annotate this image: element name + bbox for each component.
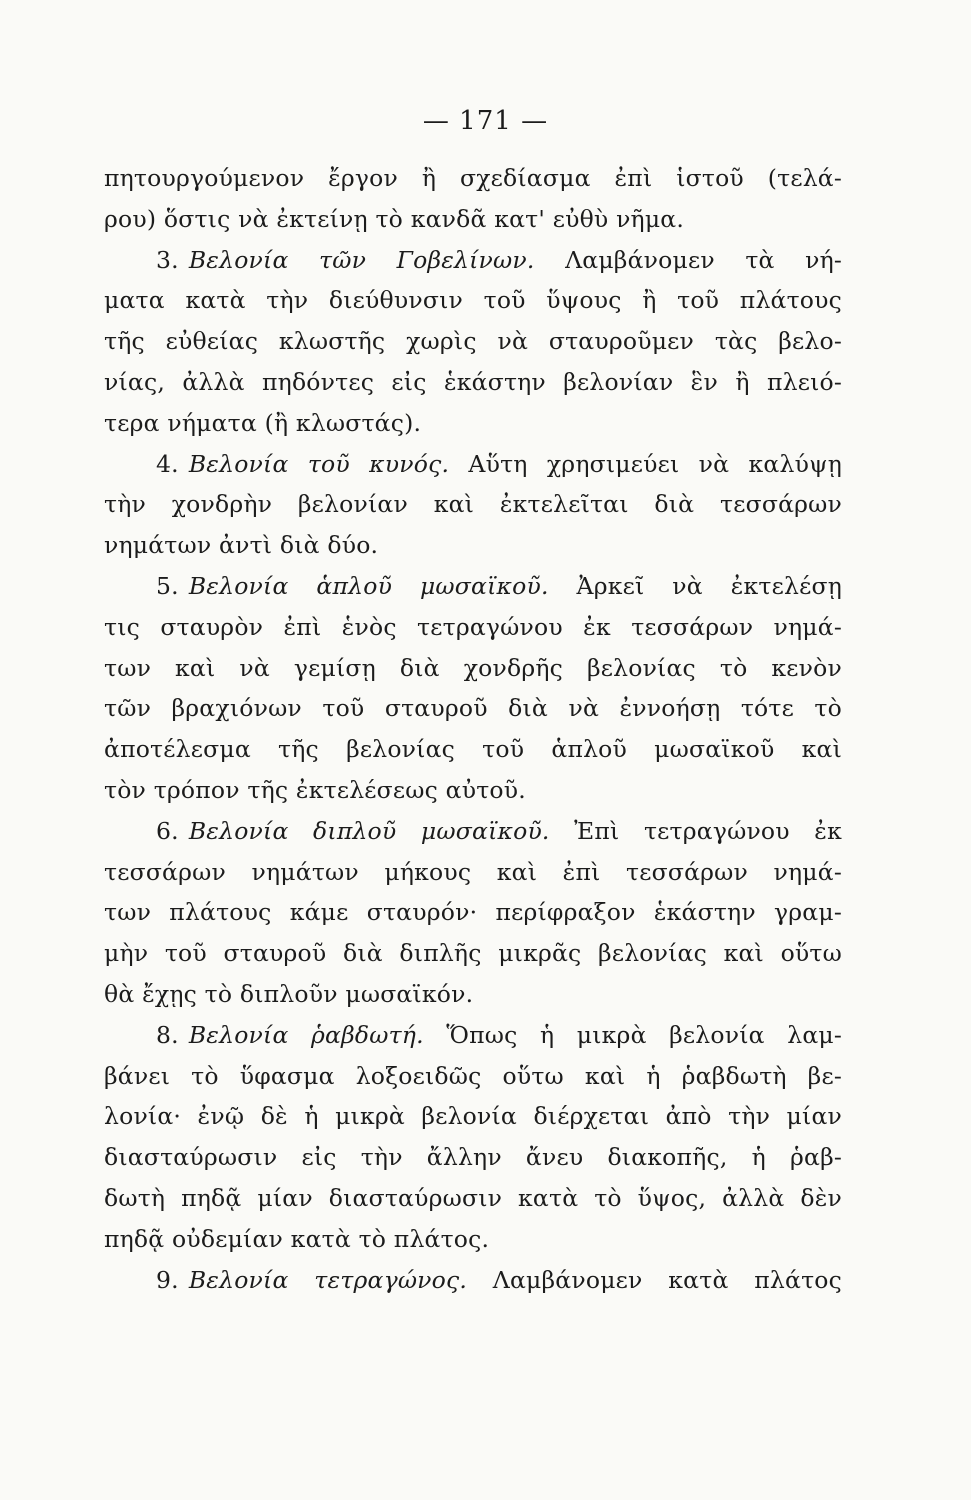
text-line [104,403,842,444]
stitch-heading: Βελονία τῶν Γοβελίνων. [188,245,535,274]
item-number: 4. [156,449,179,478]
line-text: πηδᾷ οὐδεμίαν κατὰ τὸ πλάτος. [104,1224,490,1253]
stitch-heading: Βελονία τοῦ κυνός. [188,449,450,478]
text-line [104,648,842,689]
item-number: 6. [156,816,179,845]
text-line [104,280,842,321]
line-text: μὴν τοῦ σταυροῦ διὰ διπλῆς μικρᾶς βελονίας καὶ οὕτω [104,939,842,968]
line-text: πητουργούμενον ἔργον ἢ σχεδίασμα ἐπὶ ἱστοῦ (τελά- [104,164,842,192]
text-line [104,1096,842,1137]
text-line [104,852,842,893]
text-line [104,484,842,525]
text-line [104,362,842,403]
line-text: τεσσάρων νημάτων μήκους καὶ ἐπὶ τεσσάρων νημά- [104,857,842,886]
stitch-heading: Βελονία τετραγώνος. [188,1265,468,1294]
text-line [104,525,842,566]
text-line [104,1056,842,1097]
line-text: ματα κατὰ τὴν διεύθυνσιν τοῦ ὕψους ἢ τοῦ πλάτους [104,286,842,315]
line-text: Ὅπως ἡ μικρὰ βελονία λαμ- [423,1020,842,1049]
paragraph-first-line [104,811,842,852]
paragraph-first-line [104,566,842,607]
line-text: νίας, ἀλλὰ πηδόντες εἰς ἑκάστην βελονίαν ἓν ἢ πλειό- [104,367,842,396]
line-text: θὰ ἔχῃς τὸ διπλοῦν μωσαϊκόν. [104,979,474,1008]
stitch-heading: Βελονία ἁπλοῦ μωσαϊκοῦ. [188,571,549,600]
text-line [104,729,842,770]
line-text: των καὶ νὰ γεμίσῃ διὰ χονδρῆς βελονίας τὸ κενὸν [104,653,842,682]
line-text: των πλάτους κάμε σταυρόν· περίφραξον ἑκάστην γραμ- [104,898,842,927]
line-text: Ἐπὶ τετραγώνου ἐκ [549,816,842,845]
item-number: 3. [156,245,179,274]
item-number: 8. [156,1020,179,1049]
line-text: τὴν χονδρὴν βελονίαν καὶ ἐκτελεῖται διὰ τεσσάρων [104,490,842,519]
stitch-heading: Βελονία διπλοῦ μωσαϊκοῦ. [188,816,550,845]
stitch-heading: Βελονία ῥαβδωτή. [188,1020,424,1049]
paragraph-first-line [104,1260,842,1301]
page-number: — 171 — [422,106,549,136]
line-text: βάνει τὸ ὕφασμα λοξοειδῶς οὕτω καὶ ἡ ῥαβδωτὴ βε- [104,1061,842,1090]
line-text: τις σταυρὸν ἐπὶ ἑνὸς τετραγώνου ἐκ τεσσάρων νημά- [104,612,842,641]
text-line [104,770,842,811]
line-text: Λαμβάνομεν τὰ νή- [534,245,842,274]
item-number: 5. [156,571,179,600]
line-text: διασταύρωσιν εἰς τὴν ἄλλην ἄνευ διακοπῆς, ἡ ῥαβ- [104,1143,842,1172]
text-line [104,892,842,933]
paragraph-first-line [104,444,842,485]
line-text: λονία· ἐνῷ δὲ ἡ μικρὰ βελονία διέρχεται ἀπὸ τὴν μίαν [104,1102,842,1131]
text-line [104,933,842,974]
line-text: νημάτων ἀντὶ διὰ δύο. [104,531,379,560]
text-line [104,607,842,648]
line-text: τῆς εὐθείας κλωστῆς χωρὶς νὰ σταυροῦμεν τὰς βελο- [104,327,842,356]
text-line [104,158,842,199]
page-text [104,158,842,1300]
paragraph-first-line [104,1015,842,1056]
text-line [104,321,842,362]
line-text: Λαμβάνομεν κατὰ πλάτος [467,1265,842,1294]
line-text: τῶν βραχιόνων τοῦ σταυροῦ διὰ νὰ ἐννοήσῃ τότε τὸ [104,694,842,723]
text-line [104,1178,842,1219]
text-line [104,1137,842,1178]
item-number: 9. [156,1265,179,1294]
paragraph-first-line [104,240,842,281]
text-line [104,974,842,1015]
line-text: τερα νήματα (ἢ κλωστάς). [104,408,422,437]
line-text: δωτὴ πηδᾷ μίαν διασταύρωσιν κατὰ τὸ ὕψος, ἀλλὰ δὲν [104,1183,842,1212]
text-line [104,199,842,240]
text-line [104,688,842,729]
line-text: τὸν τρόπον τῆς ἐκτελέσεως αὐτοῦ. [104,775,526,804]
line-text: Αὕτη χρησιμεύει νὰ καλύψῃ [449,449,842,478]
text-line [104,1219,842,1260]
line-text: ρου) ὅστις νὰ ἐκτείνῃ τὸ κανδᾶ κατ' εὐθὺ νῆμα. [104,204,685,233]
line-text: Ἀρκεῖ νὰ ἐκτελέσῃ [548,571,842,600]
line-text: ἀποτέλεσμα τῆς βελονίας τοῦ ἁπλοῦ μωσαϊκοῦ καὶ [104,735,842,764]
